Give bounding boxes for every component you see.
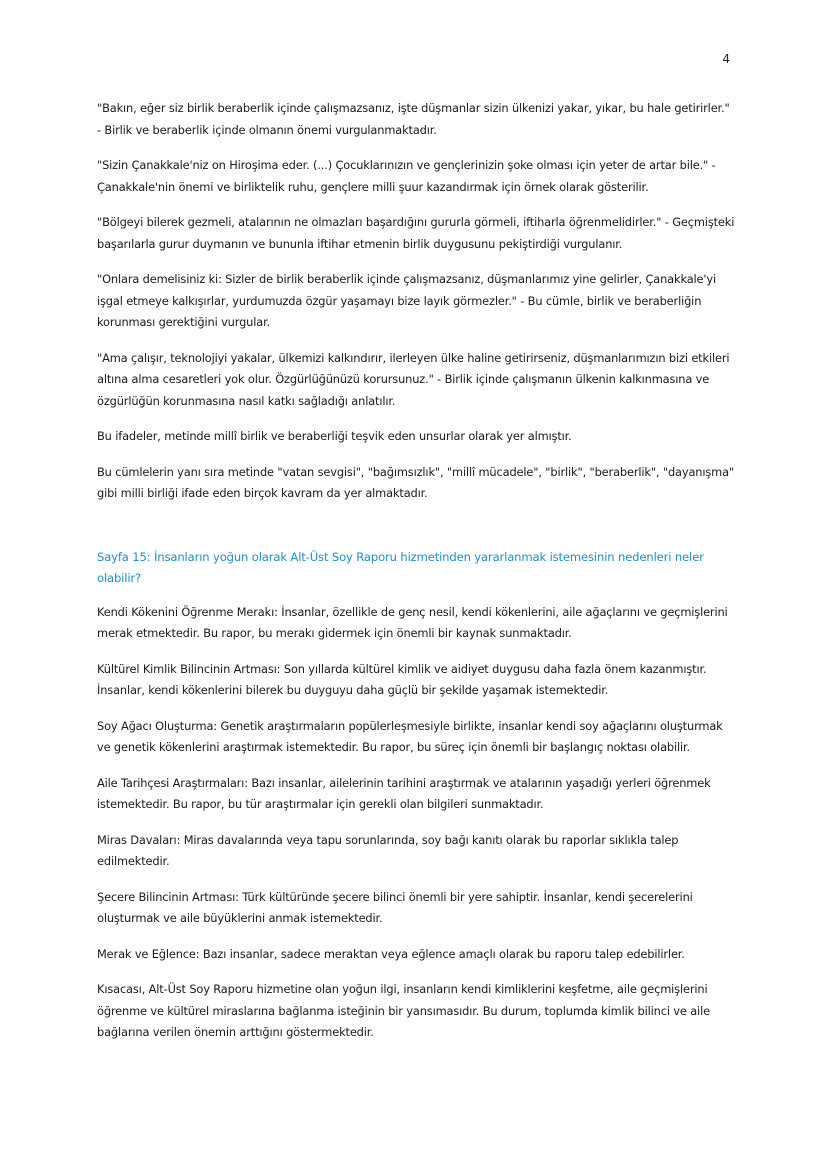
page-number: 4 <box>722 52 730 66</box>
section-question <box>97 547 737 1044</box>
paragraph: Soy Ağacı Oluşturma: Genetik araştırmaların popülerleşmesiyle birlikte, insanlar kendi soy ağaçlarını oluşturmak ve genetik kökenlerini araştırmak istemektedir. Bu rapor, bu süreç için önemli bir başlangıç noktası olabilir. <box>97 718 723 754</box>
paragraph: Kısacası, Alt-Üst Soy Raporu hizmetine olan yoğun ilgi, insanların kendi kimliklerini keşfetme, aile geçmişlerini öğrenme ve kültürel miraslarına bağlanma isteğinin bir yansımasıdır. Bu durum, toplumda kimlik bilinci ve aile bağlarına verilen önemin arttığını göstermektedir. <box>97 982 710 1039</box>
paragraph: Bu cümlelerin yanı sıra metinde "vatan sevgisi", "bağımsızlık", "millî mücadele", "birlik", "beraberlik", "dayanışma" gibi milli birliği ifade eden birçok kavram da yer almaktadır. <box>97 464 735 500</box>
paragraph: "Bakın, eğer siz birlik beraberlik içinde çalışmazsanız, işte düşmanlar sizin ülkenizi yakar, yıkar, bu hale getirirler." - Birlik ve beraberlik içinde olmanın önemi vurgulanmaktadır. <box>97 101 730 137</box>
section-spacer <box>97 519 737 547</box>
paragraph: Şecere Bilincinin Artması: Türk kültüründe şecere bilinci önemli bir yere sahiptir. İnsanlar, kendi şecerelerini oluşturmak ve aile büyüklerini anmak istemektedir. <box>97 889 693 925</box>
paragraph: Miras Davaları: Miras davalarında veya tapu sorunlarında, soy bağı kanıtı olarak bu raporlar sıklıkla talep edilmektedir. <box>97 832 679 868</box>
paragraph: Kültürel Kimlik Bilincinin Artması: Son yıllarda kültürel kimlik ve aidiyet duygusu daha fazla önem kazanmıştır. İnsanlar, kendi kökenlerini bilerek bu duyguyu daha güçlü bir şekilde yaşamak istemektedir. <box>97 661 707 697</box>
document-body <box>97 98 737 1058</box>
paragraph: "Bölgeyi bilerek gezmeli, atalarının ne olmazları başardığını gururla görmeli, iftiharla öğrenmelidirler." - Geçmişteki başarılarla gurur duymanın ve bununla iftihar etmenin birlik duygusunu pekiştirdiği vurgulanır. <box>97 215 735 251</box>
paragraph: Aile Tarihçesi Araştırmaları: Bazı insanlar, ailelerinin tarihini araştırmak ve atalarının yaşadığı yerleri öğrenmek istemektedir. Bu rapor, bu tür araştırmalar için gerekli olan bilgileri sunmaktadır. <box>97 775 711 811</box>
section-heading: Sayfa 15: İnsanların yoğun olarak Alt-Üst Soy Raporu hizmetinden yararlanmak istemesinin nedenleri neler olabilir? <box>97 549 704 585</box>
paragraph: Bu ifadeler, metinde millî birlik ve beraberliği teşvik eden unsurlar olarak yer almıştır. <box>97 429 572 443</box>
paragraph: "Sizin Çanakkale'niz on Hiroşima eder. (...) Çocuklarınızın ve gençlerinizin şoke olması için yeter de artar bile." - Çanakkale'nin önemi ve birliktelik ruhu, gençlere milli şuur kazandırmak için örnek olarak gösterilir. <box>97 158 716 194</box>
paragraph: Kendi Kökenini Öğrenme Merakı: İnsanlar, özellikle de genç nesil, kendi kökenlerini, aile ağaçlarını ve geçmişlerini merak etmektedir. Bu rapor, bu merakı gidermek için önemli bir kaynak sunmaktadır. <box>97 604 728 640</box>
section-quotes <box>97 98 737 505</box>
paragraph: Merak ve Eğlence: Bazı insanlar, sadece meraktan veya eğlence amaçlı olarak bu raporu talep edebilirler. <box>97 946 685 961</box>
paragraph: "Ama çalışır, teknolojiyi yakalar, ülkemizi kalkındırır, ilerleyen ülke haline getirirseniz, düşmanlarımızın bizi etkileri altına alma cesaretleri yok olur. Özgürlüğünüzü korursunuz." - Birlik içinde çalışmanın ülkenin kalkınmasına ve özgürlüğün korunmasına nasıl katkı sağladığı anlatılır. <box>97 350 730 408</box>
paragraph: "Onlara demelisiniz ki: Sizler de birlik beraberlik içinde çalışmazsanız, düşmanlarımız yine gelirler, Çanakkale'yi işgal etmeye kalkışırlar, yurdumuzda özgür yaşamayı bize layık görmezler." - Bu cümle, birlik ve beraberliğin korunması gerektiğini vurgular. <box>97 272 716 329</box>
